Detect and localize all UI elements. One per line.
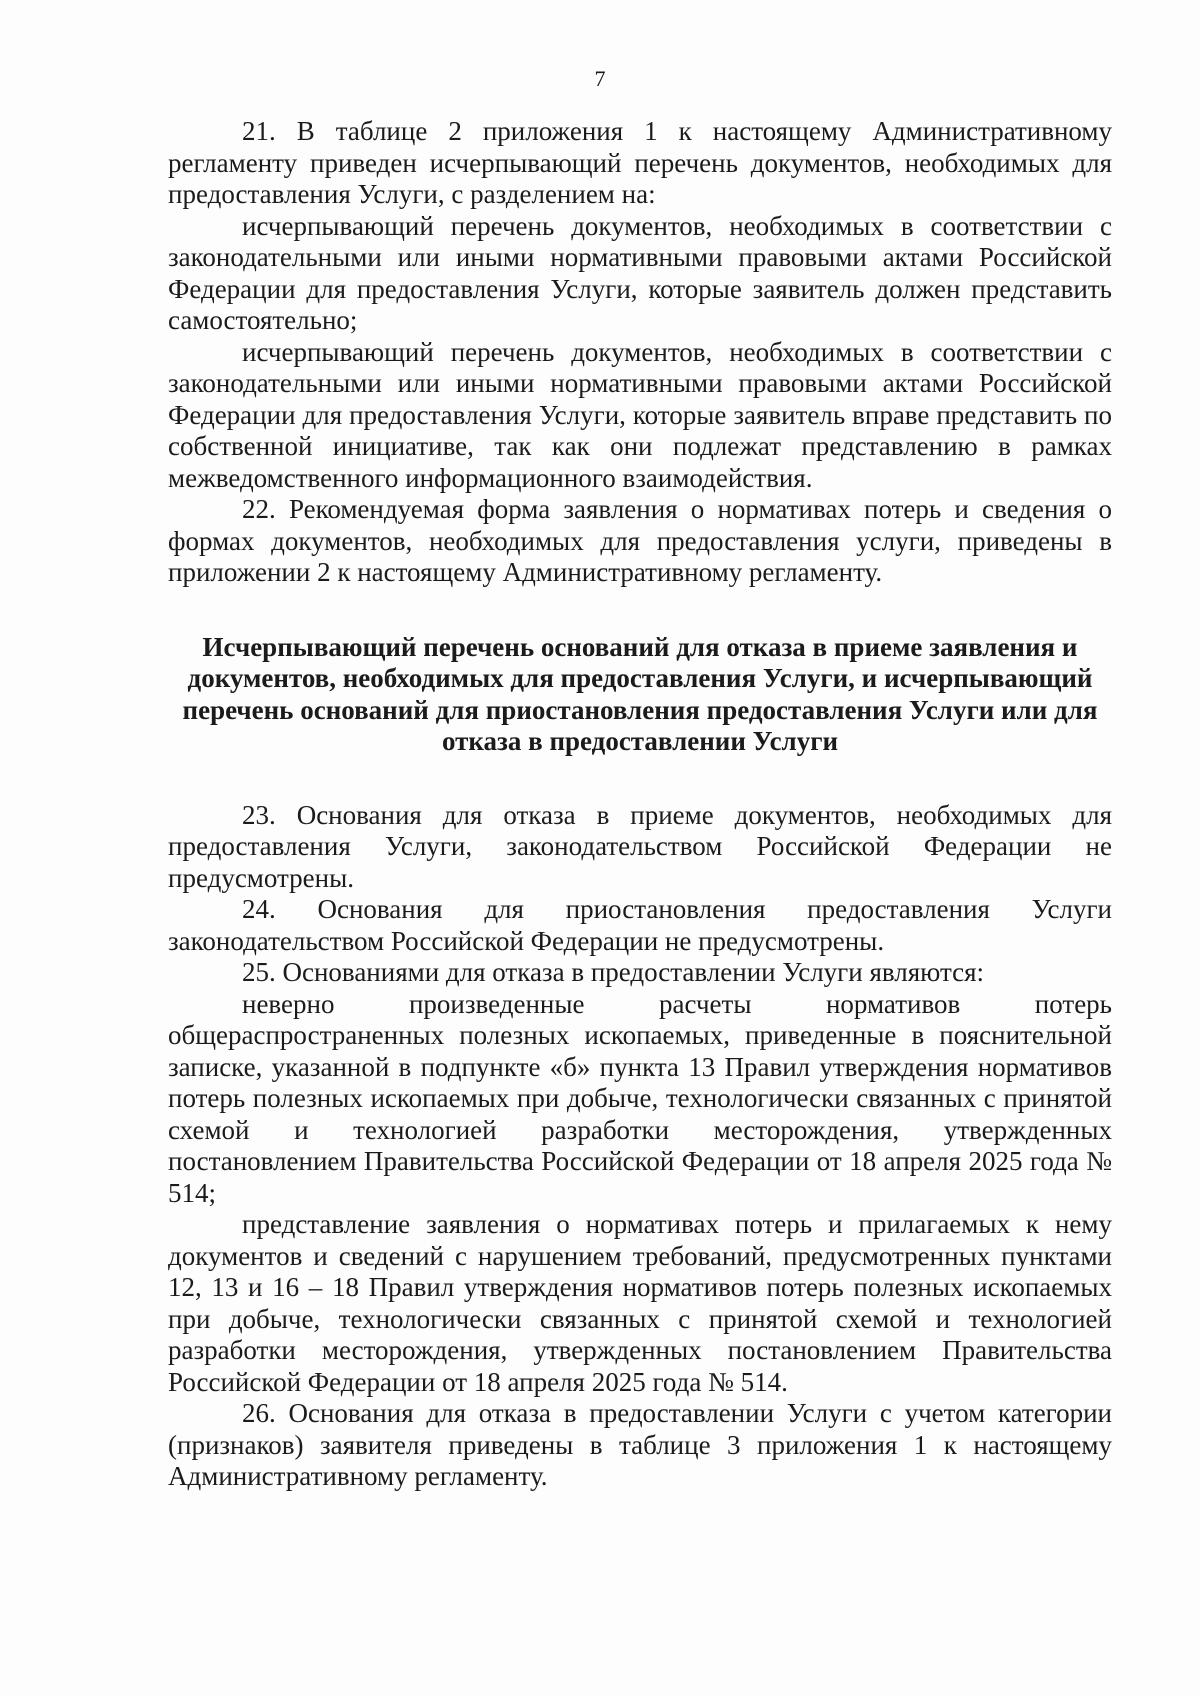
paragraph-21-item-2: исчерпывающий перечень документов, необходимых в соответствии с законодательными или иными нормативными правовыми актами Российской Федерации для предоставления Услуги, которые заявитель вправе представить по собственной инициативе, так как они подлежат представлению в рамках межведомственного информационного взаимодействия. (168, 336, 1112, 493)
paragraph-25-item-1: неверно произведенные расчеты нормативов потерь общераспространенных полезных ископаемых, приведенные в пояснительной записке, указанной в подпункте «б» пункта 13 Правил утверждения нормативов потерь полезных ископаемых при добыче, технологически связанных с принятой схемой и технологией разработки месторождения, утвержденных постановлением Правительства Российской Федерации от 18 апреля 2025 года № 514; (168, 988, 1112, 1208)
paragraph-22: 22. Рекомендуемая форма заявления о нормативах потерь и сведения о формах документов, необходимых для предоставления услуги, приведены в приложении 2 к настоящему Административному регламенту. (168, 494, 1112, 587)
paragraph-25-item-2: представление заявления о нормативах потерь и прилагаемых к нему документов и сведений с нарушением требований, предусмотренных пунктами 12, 13 и 16 – 18 Правил утверждения нормативов потерь полезных ископаемых при добыче, технологически связанных с принятой схемой и технологией разработки месторождения, утвержденных постановлением Правительства Российской Федерации от 18 апреля 2025 года № 514. (168, 1209, 1112, 1397)
paragraph-25: 25. Основаниями для отказа в предоставлении Услуги являются: (242, 957, 985, 987)
page-number: 7 (594, 66, 606, 91)
paragraph-23: 23. Основания для отказа в приеме документов, необходимых для предоставления Услуги, законодательством Российской Федерации не предусмотрены. (168, 799, 1112, 893)
paragraph-24: 24. Основания для приостановления предоставления Услуги законодательством Российской Федерации не предусмотрены. (168, 894, 1112, 956)
document-body (168, 116, 1112, 1493)
section-heading: Исчерпывающий перечень оснований для отказа в приеме заявления и документов, необходимых для предоставления Услуги, и исчерпывающий перечень оснований для приостановления предоставления Услуги или для отказа в предоставлении Услуги (182, 631, 1098, 756)
paragraph-26: 26. Основания для отказа в предоставлении Услуги с учетом категории (признаков) заявителя приведены в таблице 3 приложения 1 к настоящему Административному регламенту. (168, 1398, 1112, 1491)
paragraph-21: 21. В таблице 2 приложения 1 к настоящему Административному регламенту приведен исчерпывающий перечень документов, необходимых для предоставления Услуги, с разделением на: (168, 116, 1112, 209)
paragraph-21-item-1: исчерпывающий перечень документов, необходимых в соответствии с законодательными или иными нормативными правовыми актами Российской Федерации для предоставления Услуги, которые заявитель должен представить самостоятельно; (168, 210, 1112, 335)
